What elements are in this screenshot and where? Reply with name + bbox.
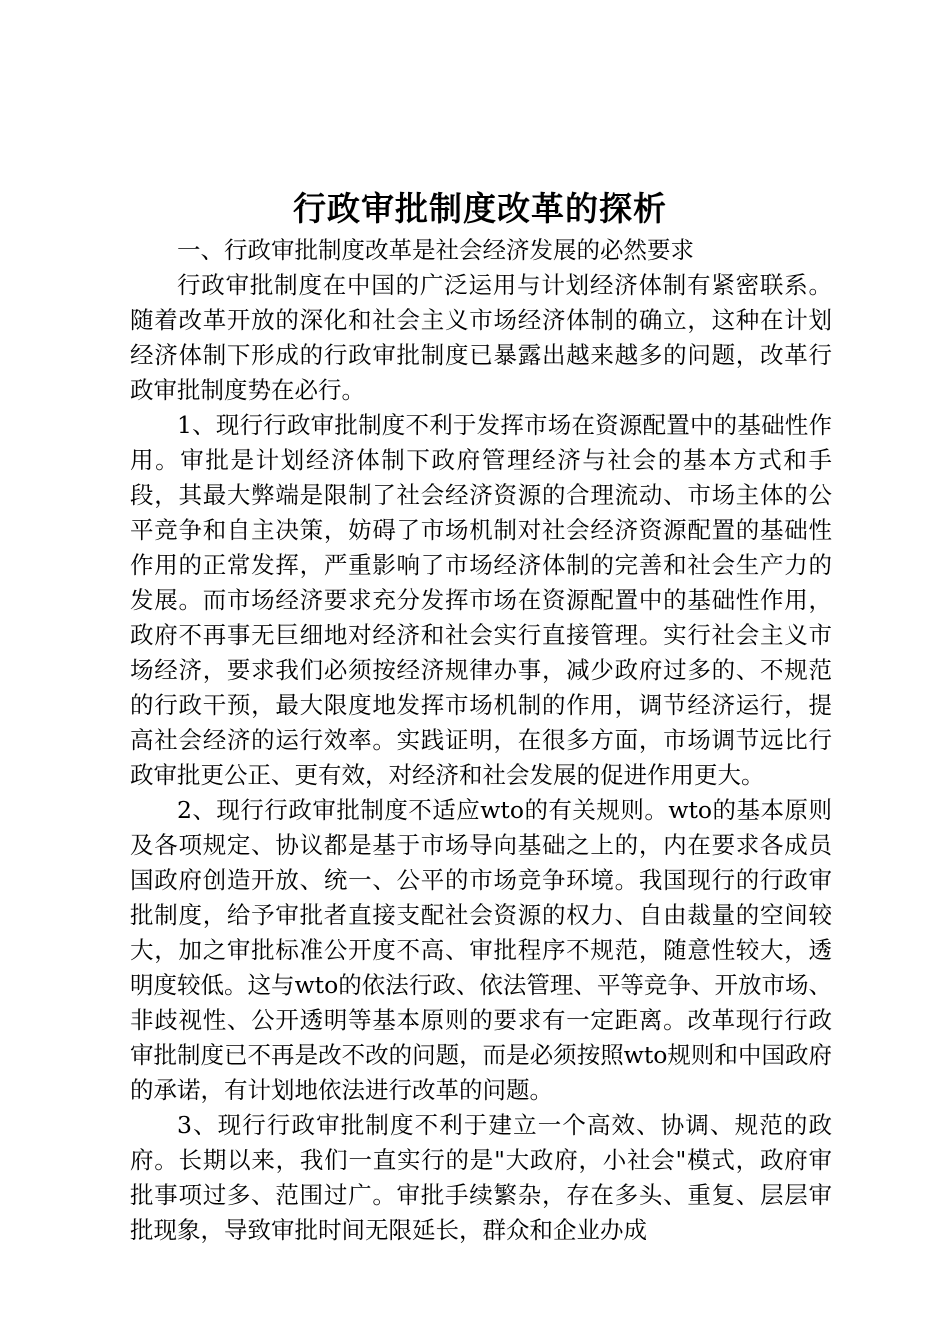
document-body — [130, 233, 832, 1248]
paragraph-point-3: 3、现行行政审批制度不利于建立一个高效、协调、规范的政府。长期以来，我们一直实行的是"大政府，小社会"模式，政府审批事项过多、范围过广。审批手续繁杂，存在多头、重复、层层审批现象，导致审批时间无限延长，群众和企业办成 — [130, 1111, 832, 1244]
section-heading: 一、行政审批制度改革是社会经济发展的必然要求 — [177, 236, 694, 264]
paragraph-intro: 行政审批制度在中国的广泛运用与计划经济体制有紧密联系。随着改革开放的深化和社会主义市场经济体制的确立，这种在计划经济体制下形成的行政审批制度已暴露出越来越多的问题，改革行政审批制度势在必行。 — [130, 271, 832, 404]
paragraph-point-2: 2、现行行政审批制度不适应wto的有关规则。wto的基本原则及各项规定、协议都是基于市场导向基础之上的，内在要求各成员国政府创造开放、统一、公平的市场竞争环境。我国现行的行政审批制度，给予审批者直接支配社会资源的权力、自由裁量的空间较大，加之审批标准公开度不高、审批程序不规范，随意性较大，透明度较低。这与wto的依法行政、依法管理、平等竞争、开放市场、非歧视性、公开透明等基本原则的要求有一定距离。改革现行行政审批制度已不再是改不改的问题，而是必须按照wto规则和中国政府的承诺，有计划地依法进行改革的问题。 — [130, 796, 832, 1104]
document-title: 行政审批制度改革的探析 — [293, 189, 667, 228]
paragraph-point-1: 1、现行行政审批制度不利于发挥市场在资源配置中的基础性作用。审批是计划经济体制下政府管理经济与社会的基本方式和手段，其最大弊端是限制了社会经济资源的合理流动、市场主体的公平竞争和自主决策，妨碍了市场机制对社会经济资源配置的基础性作用的正常发挥，严重影响了市场经济体制的完善和社会生产力的发展。而市场经济要求充分发挥市场在资源配置中的基础性作用，政府不再事无巨细地对经济和社会实行直接管理。实行社会主义市场经济，要求我们必须按经济规律办事，减少政府过多的、不规范的行政干预，最大限度地发挥市场机制的作用，调节经济运行，提高社会经济的运行效率。实践证明，在很多方面，市场调节远比行政审批更公正、更有效，对经济和社会发展的促进作用更大。 — [130, 411, 832, 789]
